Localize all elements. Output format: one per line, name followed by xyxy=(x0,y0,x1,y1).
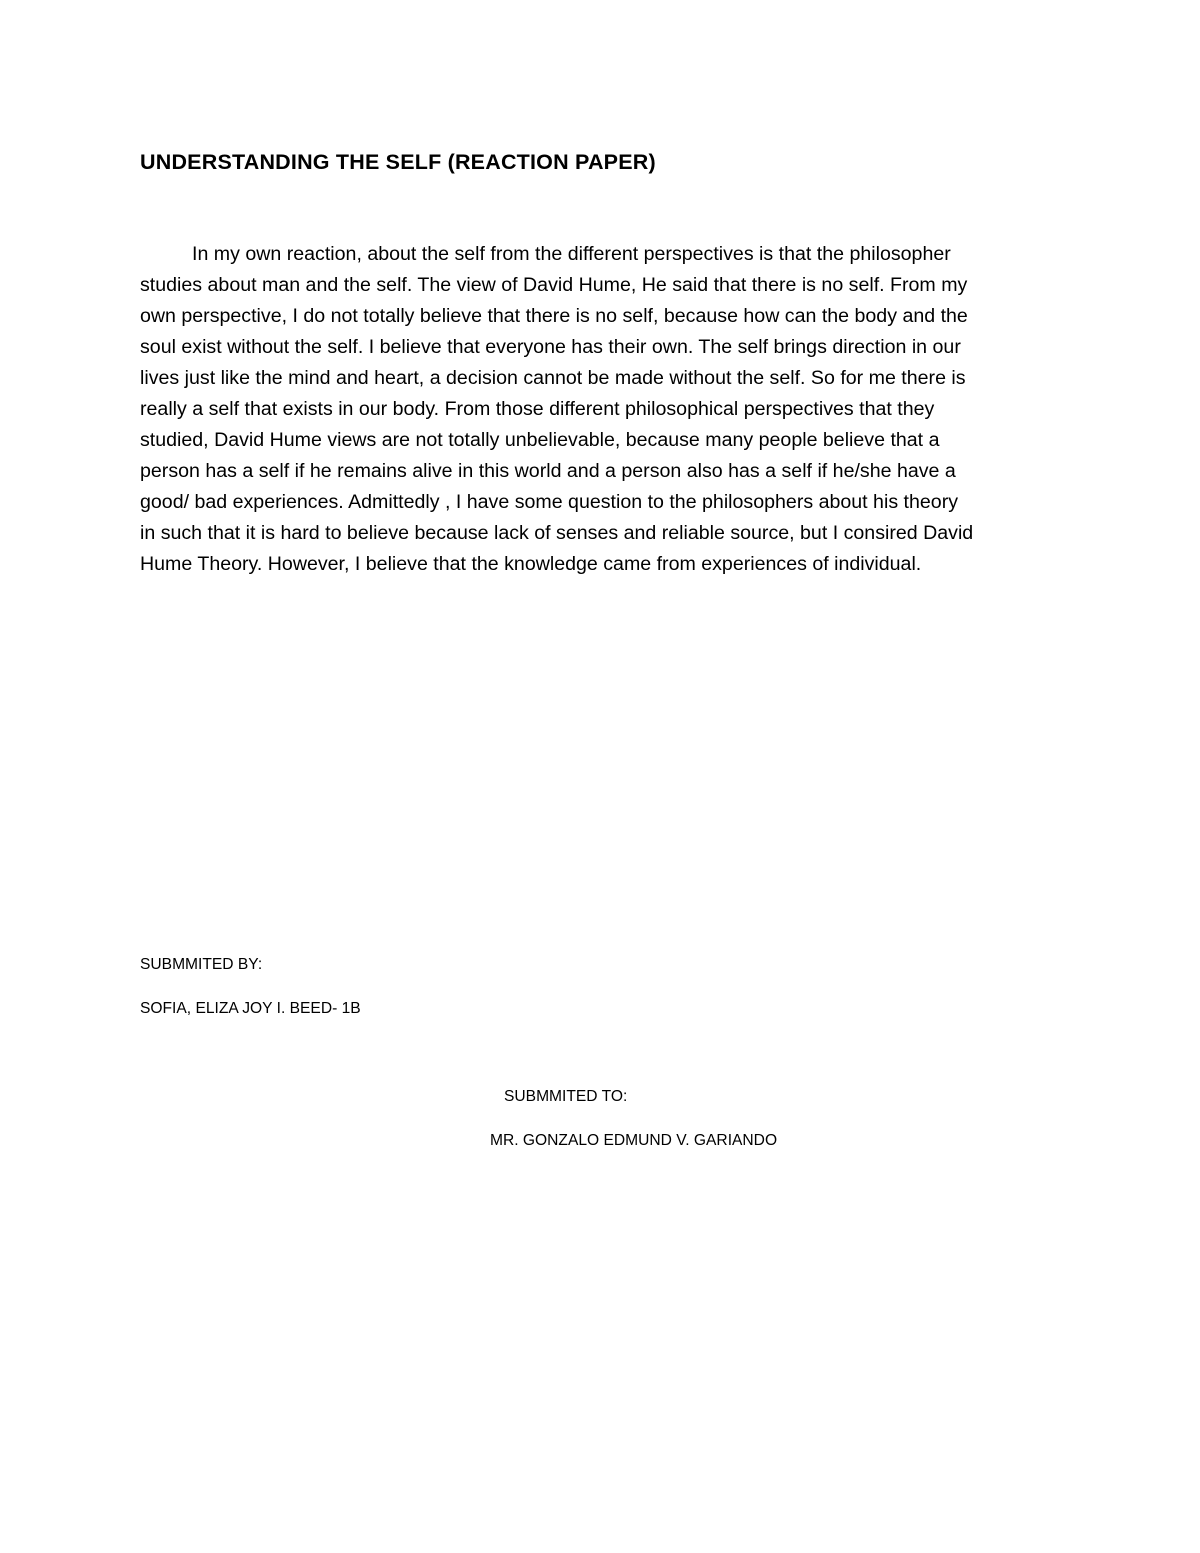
document-title: UNDERSTANDING THE SELF (REACTION PAPER) xyxy=(140,150,656,174)
paragraph-line: good/ bad experiences. Admittedly , I have some question to the philosophers about his theory xyxy=(140,491,959,513)
paragraph-line: really a self that exists in our body. From those different philosophical perspectives that they xyxy=(140,398,935,420)
paragraph-line: lives just like the mind and heart, a decision cannot be made without the self. So for me there is xyxy=(140,367,966,389)
submitted-to-label: SUBMMITED TO: xyxy=(504,1088,628,1105)
paragraph-line: studied, David Hume views are not totally unbelievable, because many people believe that a xyxy=(140,429,940,451)
paragraph-line: own perspective, I do not totally believe that there is no self, because how can the body and the xyxy=(140,305,968,327)
paragraph-line: studies about man and the self. The view of David Hume, He said that there is no self. From my xyxy=(140,274,968,296)
paragraph-line: in such that it is hard to believe because lack of senses and reliable source, but I consired David xyxy=(140,522,974,544)
submitted-by-name: SOFIA, ELIZA JOY I. BEED- 1B xyxy=(140,1000,361,1017)
paragraph-line: person has a self if he remains alive in this world and a person also has a self if he/she have a xyxy=(140,460,956,482)
submitted-to-name: MR. GONZALO EDMUND V. GARIANDO xyxy=(490,1132,778,1149)
paragraph-line: soul exist without the self. I believe that everyone has their own. The self brings direction in our xyxy=(140,336,961,358)
paragraph-line: In my own reaction, about the self from the different perspectives is that the philosopher xyxy=(192,243,951,265)
reaction-paragraph xyxy=(140,239,1070,580)
submitted-by-label: SUBMMITED BY: xyxy=(140,956,263,973)
paragraph-line: Hume Theory. However, I believe that the knowledge came from experiences of individual. xyxy=(140,553,922,575)
